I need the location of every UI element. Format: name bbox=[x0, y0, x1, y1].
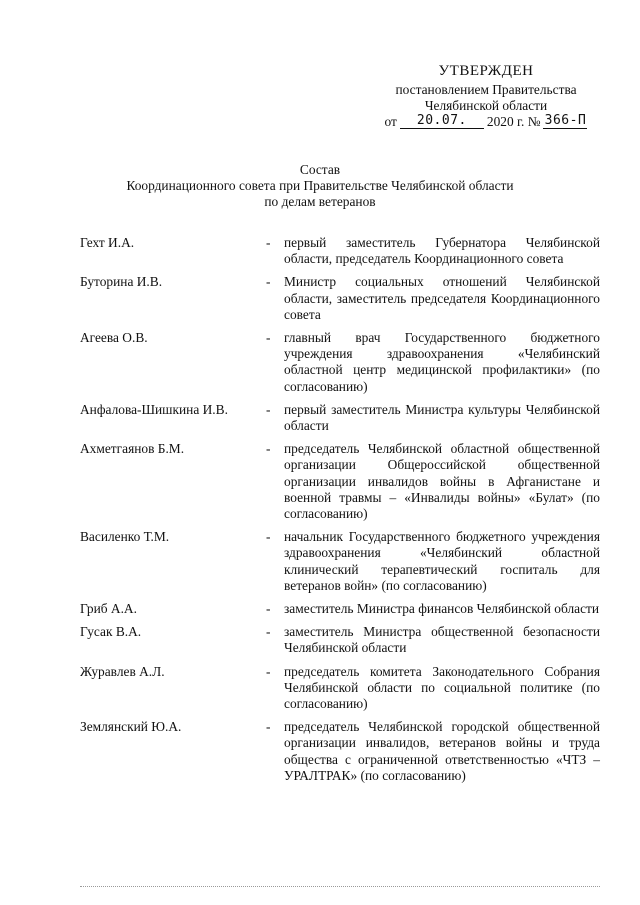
approval-stamp bbox=[370, 62, 602, 131]
member-role: заместитель Министра финансов Челябинской области bbox=[284, 601, 600, 617]
approval-line-2: Челябинской области bbox=[424, 98, 548, 114]
member-dash: - bbox=[266, 274, 271, 290]
member-role: первый заместитель Министра культуры Челябинской области bbox=[284, 401, 600, 434]
approval-line-1: постановлением Правительства bbox=[395, 82, 577, 97]
member-name: Гриб А.А. bbox=[80, 601, 137, 617]
member-name: Журавлев А.Л. bbox=[80, 663, 165, 679]
member-row bbox=[80, 529, 600, 594]
member-row bbox=[80, 274, 600, 323]
member-role: заместитель Министра общественной безопасности Челябинской области bbox=[284, 624, 600, 656]
member-name: Агеева О.В. bbox=[80, 330, 148, 346]
member-row bbox=[80, 624, 600, 656]
member-role: председатель Челябинской городской общественной организации инвалидов, ветеранов войны и труда общества с ограниченной ответственностью «ЧТЗ – УРАЛТРАК» (по согласованию) bbox=[284, 719, 600, 783]
heading-line-2: Координационного совета при Правительстве Челябинской области bbox=[126, 178, 514, 194]
approval-date-line bbox=[370, 114, 602, 130]
member-name: Ахметгаянов Б.М. bbox=[80, 441, 185, 457]
member-role: начальник Государственного бюджетного учреждения здравоохранения «Челябинский областной клинический терапевтический госпиталь для ветеранов войн» (по согласованию) bbox=[284, 529, 600, 593]
heading-line-1: Состав bbox=[299, 162, 341, 177]
member-dash: - bbox=[266, 719, 271, 735]
approval-title: УТВЕРЖДЕН bbox=[438, 63, 534, 79]
member-name: Анфалова-Шишкина И.В. bbox=[80, 401, 228, 417]
member-name: Василенко Т.М. bbox=[80, 529, 170, 545]
member-dash: - bbox=[266, 624, 271, 640]
member-dash: - bbox=[266, 663, 271, 679]
member-row bbox=[80, 664, 600, 713]
member-name: Землянский Ю.А. bbox=[80, 719, 182, 735]
member-dash: - bbox=[266, 601, 271, 617]
member-row bbox=[80, 601, 600, 617]
member-role: главный врач Государственного бюджетного учреждения здравоохранения «Челябинский областной центр медицинской профилактики» (по согласованию) bbox=[284, 330, 600, 394]
member-row bbox=[80, 402, 600, 434]
heading-line-3: по делам ветеранов bbox=[264, 194, 376, 210]
member-name: Гусак В.А. bbox=[80, 624, 142, 640]
member-role: Министр социальных отношений Челябинской области, заместитель председателя Координационного совета bbox=[284, 274, 600, 322]
document-heading bbox=[0, 162, 640, 211]
resolution-year-label: 2020 г. № bbox=[486, 114, 541, 130]
member-dash: - bbox=[266, 235, 271, 250]
member-dash: - bbox=[266, 441, 271, 457]
member-name: Гехт И.А. bbox=[80, 235, 135, 250]
from-label: от bbox=[384, 114, 397, 130]
resolution-number: 366-П bbox=[544, 112, 587, 128]
member-role: председатель Челябинской областной общественной организации Общероссийской общественной организации инвалидов войны в Афганистане и военной травмы – «Инвалиды войны» «Булат» (по согласованию) bbox=[284, 441, 600, 522]
member-name: Буторина И.В. bbox=[80, 274, 163, 290]
resolution-date: 20.07. bbox=[400, 114, 484, 129]
member-row bbox=[80, 235, 600, 267]
member-dash: - bbox=[266, 330, 271, 346]
member-row bbox=[80, 330, 600, 395]
page-bottom-divider bbox=[80, 886, 600, 887]
member-dash: - bbox=[266, 529, 271, 545]
member-dash: - bbox=[266, 401, 271, 417]
member-role: первый заместитель Губернатора Челябинской области, председатель Координационного совета bbox=[284, 235, 600, 267]
member-row bbox=[80, 441, 600, 522]
members-list bbox=[80, 235, 600, 791]
member-row bbox=[80, 719, 600, 784]
member-role: председатель комитета Законодательного Собрания Челябинской области по социальной политике (по согласованию) bbox=[284, 663, 600, 712]
